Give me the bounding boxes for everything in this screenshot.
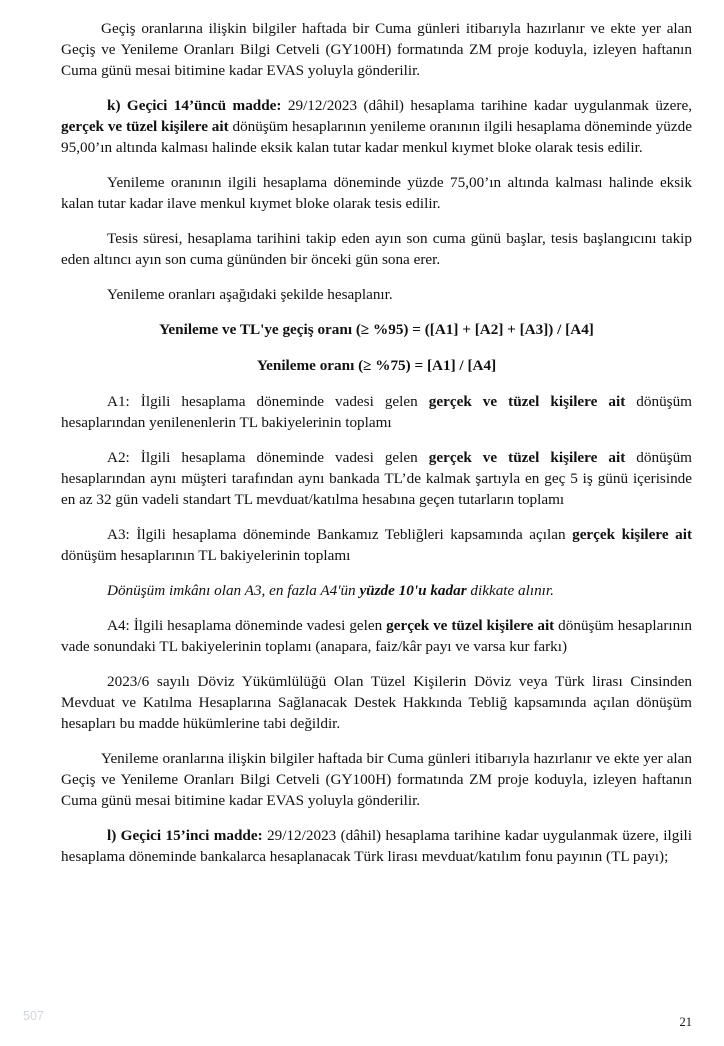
article-k-heading: k) Geçici 14’üncü madde: — [107, 97, 282, 114]
paragraph-establishment-period: Tesis süresi, hesaplama tarihini takip eden ayın son cuma günü başlar, tesis başlangıcını takip eden altıncı ayın son cuma gününden bir önceki gün sona erer. — [61, 230, 692, 268]
definition-a3: A3: İlgili hesaplama döneminde Bankamız Tebliğleri kapsamında açılan gerçek kişilere ait dönüşüm hesaplarının TL bakiyelerinin toplamı — [61, 526, 693, 564]
paragraph-article-k: k) Geçici 14’üncü madde: 29/12/2023 (dâhil) hesaplama tarihine kadar uygulanmak üzere, gerçek ve tüzel kişilere ait dönüşüm hesaplarının yenileme oranının ilgili hesaplama döneminde yüzde 95,00’ın altında kalması halinde eksik kalan tutar kadar menkul kıymet bloke olarak tesis edilir. — [61, 97, 692, 156]
definition-a4: A4: İlgili hesaplama döneminde vadesi gelen gerçek ve tüzel kişilere ait dönüşüm hesaplarının vade sonundaki TL bakiyelerinin toplamı (anapara, faiz/kâr payı ve varsa kur farkı) — [61, 617, 693, 655]
watermark: 507 — [23, 1009, 44, 1023]
paragraph-calculation-intro: Yenileme oranları aşağıdaki şekilde hesaplanır. — [107, 286, 393, 303]
paragraph-article-l: l) Geçici 15’inci madde: 29/12/2023 (dâhil) hesaplama tarihine kadar uygulanmak üzere, ilgili hesaplama döneminde bankalarca hesaplanacak Türk lirası mevduat/katılım fonu payının (TL payı); — [61, 827, 692, 865]
formula-renewal-rate: Yenileme oranı (≥ %75) = [A1] / [A4] — [256, 357, 497, 374]
paragraph-renewal-75: Yenileme oranının ilgili hesaplama döneminde yüzde 75,00’ın altında kalması halinde eksik kalan tutar kadar ilave menkul kıymet bloke olarak tesis edilir. — [61, 174, 692, 212]
paragraph-transition-rates-reporting: Geçiş oranlarına ilişkin bilgiler haftada bir Cuma günleri itibarıyla hazırlanır ve ekte yer alan Geçiş ve Yenileme Oranları Bilgi Cetveli (GY100H) formatında ZM proje koduyla, izleyen haftanın Cuma günü mesai bitimine kadar EVAS yoluyla gönderilir. — [61, 20, 692, 79]
definition-a1: A1: İlgili hesaplama döneminde vadesi gelen gerçek ve tüzel kişilere ait dönüşüm hesaplarından yenilenenlerin TL bakiyelerinin toplamı — [61, 393, 692, 431]
article-l-heading: l) Geçici 15’inci madde: — [107, 827, 263, 844]
page-content — [61, 18, 692, 881]
note-a3-limit: Dönüşüm imkânı olan A3, en fazla A4'ün yüzde 10'u kadar dikkate alınır. — [107, 582, 554, 599]
page-number: 21 — [679, 1015, 692, 1029]
definition-a2: A2: İlgili hesaplama döneminde vadesi gelen gerçek ve tüzel kişilere ait dönüşüm hesaplarından aynı müşteri tarafından aynı bankada TL’de kalmak şartıyla en geç 5 iş günü içerisinde en az 32 gün vadeli standart TL mevduat/katılma hesabına geçen tutarların toplamı — [61, 449, 692, 508]
paragraph-exemption: 2023/6 sayılı Döviz Yükümlülüğü Olan Tüzel Kişilerin Döviz veya Türk lirası Cinsinden Mevduat ve Katılma Hesaplarına Sağlanacak Destek Hakkında Tebliğ kapsamında açılan dönüşüm hesapları bu madde hükümlerine tabi değildir. — [61, 673, 692, 732]
formula-renewal-transition-rate: Yenileme ve TL'ye geçiş oranı (≥ %95) = ([A1] + [A2] + [A3]) / [A4] — [159, 321, 594, 338]
paragraph-renewal-rates-reporting: Yenileme oranlarına ilişkin bilgiler haftada bir Cuma günleri itibarıyla hazırlanır ve ekte yer alan Geçiş ve Yenileme Oranları Bilgi Cetveli (GY100H) formatında ZM proje koduyla, izleyen haftanın Cuma günü mesai bitimine kadar EVAS yoluyla gönderilir. — [61, 750, 692, 809]
